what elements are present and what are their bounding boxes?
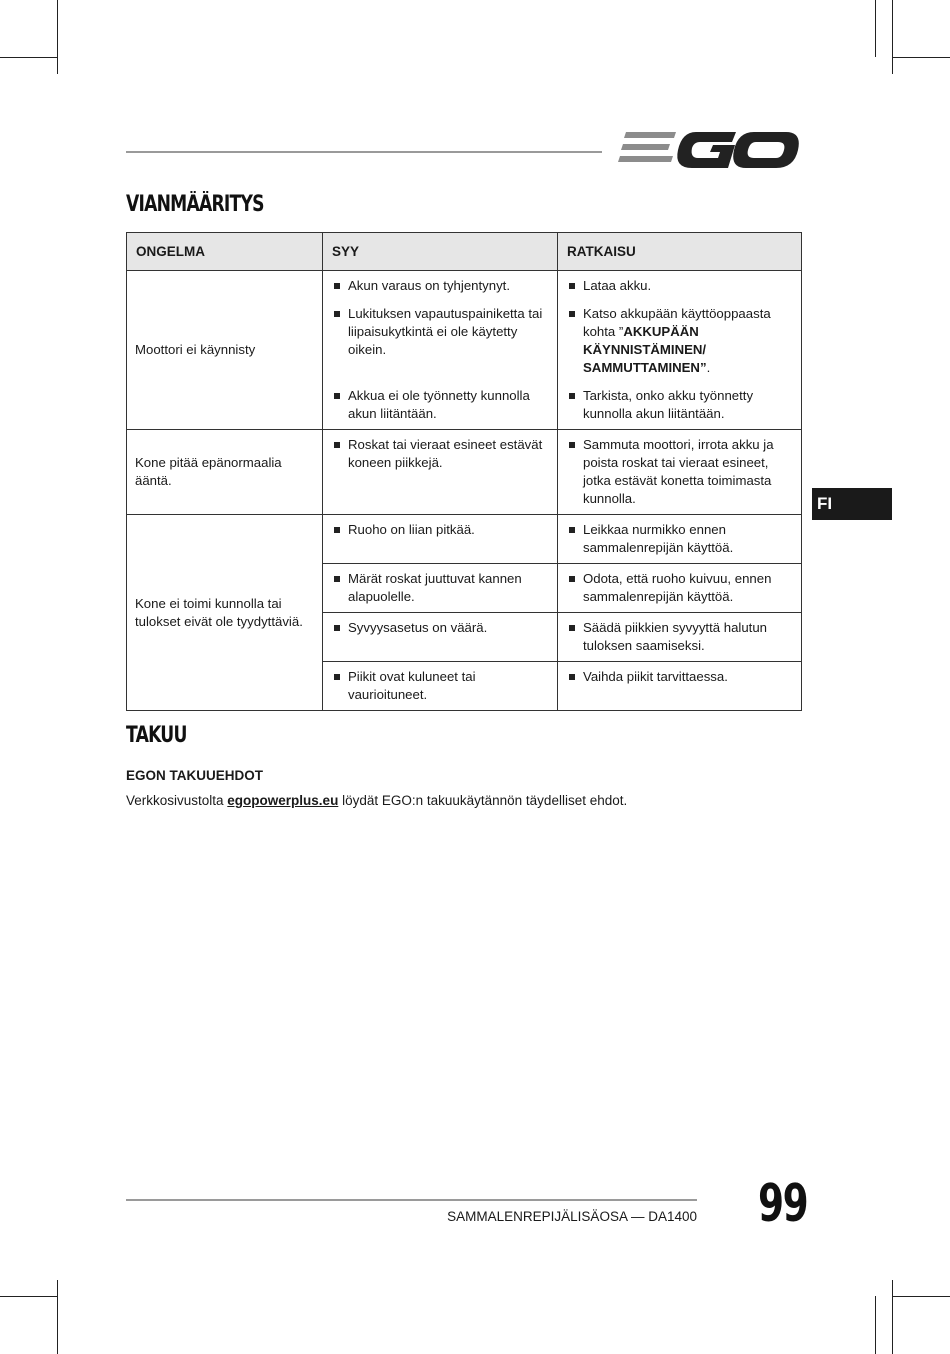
list-item: Leikkaa nurmikko ennen sammalenrepijän käyttöä. <box>566 521 793 557</box>
list-item: Säädä piikkien syvyyttä halutun tuloksen saamiseksi. <box>566 619 793 655</box>
list-item: Piikit ovat kuluneet tai vaurioituneet. <box>331 668 549 704</box>
solution-cell <box>558 662 802 711</box>
cause-cell <box>323 662 558 711</box>
list-item: Syvyysasetus on väärä. <box>331 619 549 637</box>
crop-mark <box>0 57 57 58</box>
list-item: Odota, että ruoho kuivuu, ennen sammalenrepijän käyttöä. <box>566 570 793 606</box>
solution-cell <box>558 613 802 662</box>
table-row <box>127 430 802 515</box>
problem-cell: Kone pitää epänormaalia ääntä. <box>127 430 323 515</box>
header-rule <box>126 151 602 153</box>
cause-cell <box>323 613 558 662</box>
cause-cell <box>323 430 558 515</box>
bullet-icon <box>334 674 340 680</box>
list-item: Vaihda piikit tarvittaessa. <box>566 668 793 686</box>
bullet-icon <box>569 527 575 533</box>
crop-mark <box>875 1296 876 1354</box>
warranty-link[interactable]: egopowerplus.eu <box>227 793 339 808</box>
crop-mark <box>0 1296 57 1297</box>
list-item: Ruoho on liian pitkää. <box>331 521 549 539</box>
troubleshooting-title: VIANMÄÄRITYS <box>126 192 264 217</box>
bullet-icon <box>569 576 575 582</box>
bullet-icon <box>569 674 575 680</box>
footer-rule <box>126 1199 697 1201</box>
footer-text: SAMMALENREPIJÄLISÄOSA — DA1400 <box>447 1209 697 1224</box>
header-cause: SYY <box>323 233 558 271</box>
bullet-icon <box>569 283 575 289</box>
header-solution: RATKAISU <box>558 233 802 271</box>
crop-mark <box>892 57 950 58</box>
list-item: Lataa akku. <box>566 277 793 295</box>
solution-cell <box>558 564 802 613</box>
list-item: Roskat tai vieraat esineet estävät koneen piikkejä. <box>331 436 549 472</box>
list-item: Akun varaus on tyhjentynyt. <box>331 277 549 295</box>
bullet-icon <box>334 576 340 582</box>
list-item: Sammuta moottori, irrota akku ja poista roskat tai vieraat esineet, jotka estävät konetta toimimasta kunnolla. <box>566 436 793 508</box>
crop-mark <box>57 1280 58 1354</box>
crop-mark <box>892 0 893 74</box>
cause-cell <box>323 271 558 430</box>
problem-cell: Moottori ei käynnisty <box>127 271 323 430</box>
cause-cell <box>323 564 558 613</box>
warranty-subtitle: EGON TAKUUEHDOT <box>126 768 263 783</box>
warranty-title: TAKUU <box>126 723 187 748</box>
solution-cell <box>558 271 802 430</box>
bullet-icon <box>334 527 340 533</box>
list-item: Akkua ei ole työnnetty kunnolla akun liitäntään. <box>331 387 549 423</box>
list-item: Katso akkupään käyttöoppaasta kohta ”AKKUPÄÄN KÄYNNISTÄMINEN/ SAMMUTTAMINEN”. <box>566 305 793 377</box>
crop-mark <box>875 0 876 57</box>
warranty-text: Verkkosivustolta egopowerplus.eu löydät EGO:n takuukäytännön täydelliset ehdot. <box>126 793 628 808</box>
ego-logo <box>618 128 800 172</box>
cause-cell <box>323 515 558 564</box>
list-item: Märät roskat juuttuvat kannen alapuolelle. <box>331 570 549 606</box>
crop-mark <box>57 0 58 74</box>
list-item: Tarkista, onko akku työnnetty kunnolla akun liitäntään. <box>566 387 793 423</box>
page-number: 99 <box>758 1174 808 1234</box>
header-problem: ONGELMA <box>127 233 323 271</box>
bullet-icon <box>569 442 575 448</box>
table-row <box>127 515 802 564</box>
problem-cell: Kone ei toimi kunnolla tai tulokset eivät ole tyydyttäviä. <box>127 515 323 711</box>
bullet-icon <box>334 283 340 289</box>
solution-cell <box>558 515 802 564</box>
bullet-icon <box>334 625 340 631</box>
bullet-icon <box>334 393 340 399</box>
crop-mark <box>892 1296 950 1297</box>
bullet-icon <box>569 625 575 631</box>
bullet-icon <box>334 442 340 448</box>
list-item: Lukituksen vapautuspainiketta tai liipaisukytkintä ei ole käytetty oikein. <box>331 305 549 377</box>
bullet-icon <box>334 311 340 317</box>
table-row <box>127 271 802 430</box>
table-header-row <box>127 233 802 271</box>
bullet-icon <box>569 393 575 399</box>
troubleshooting-table <box>126 232 802 711</box>
crop-mark <box>892 1280 893 1354</box>
solution-cell <box>558 430 802 515</box>
language-tab: FI <box>812 488 892 520</box>
bullet-icon <box>569 311 575 317</box>
